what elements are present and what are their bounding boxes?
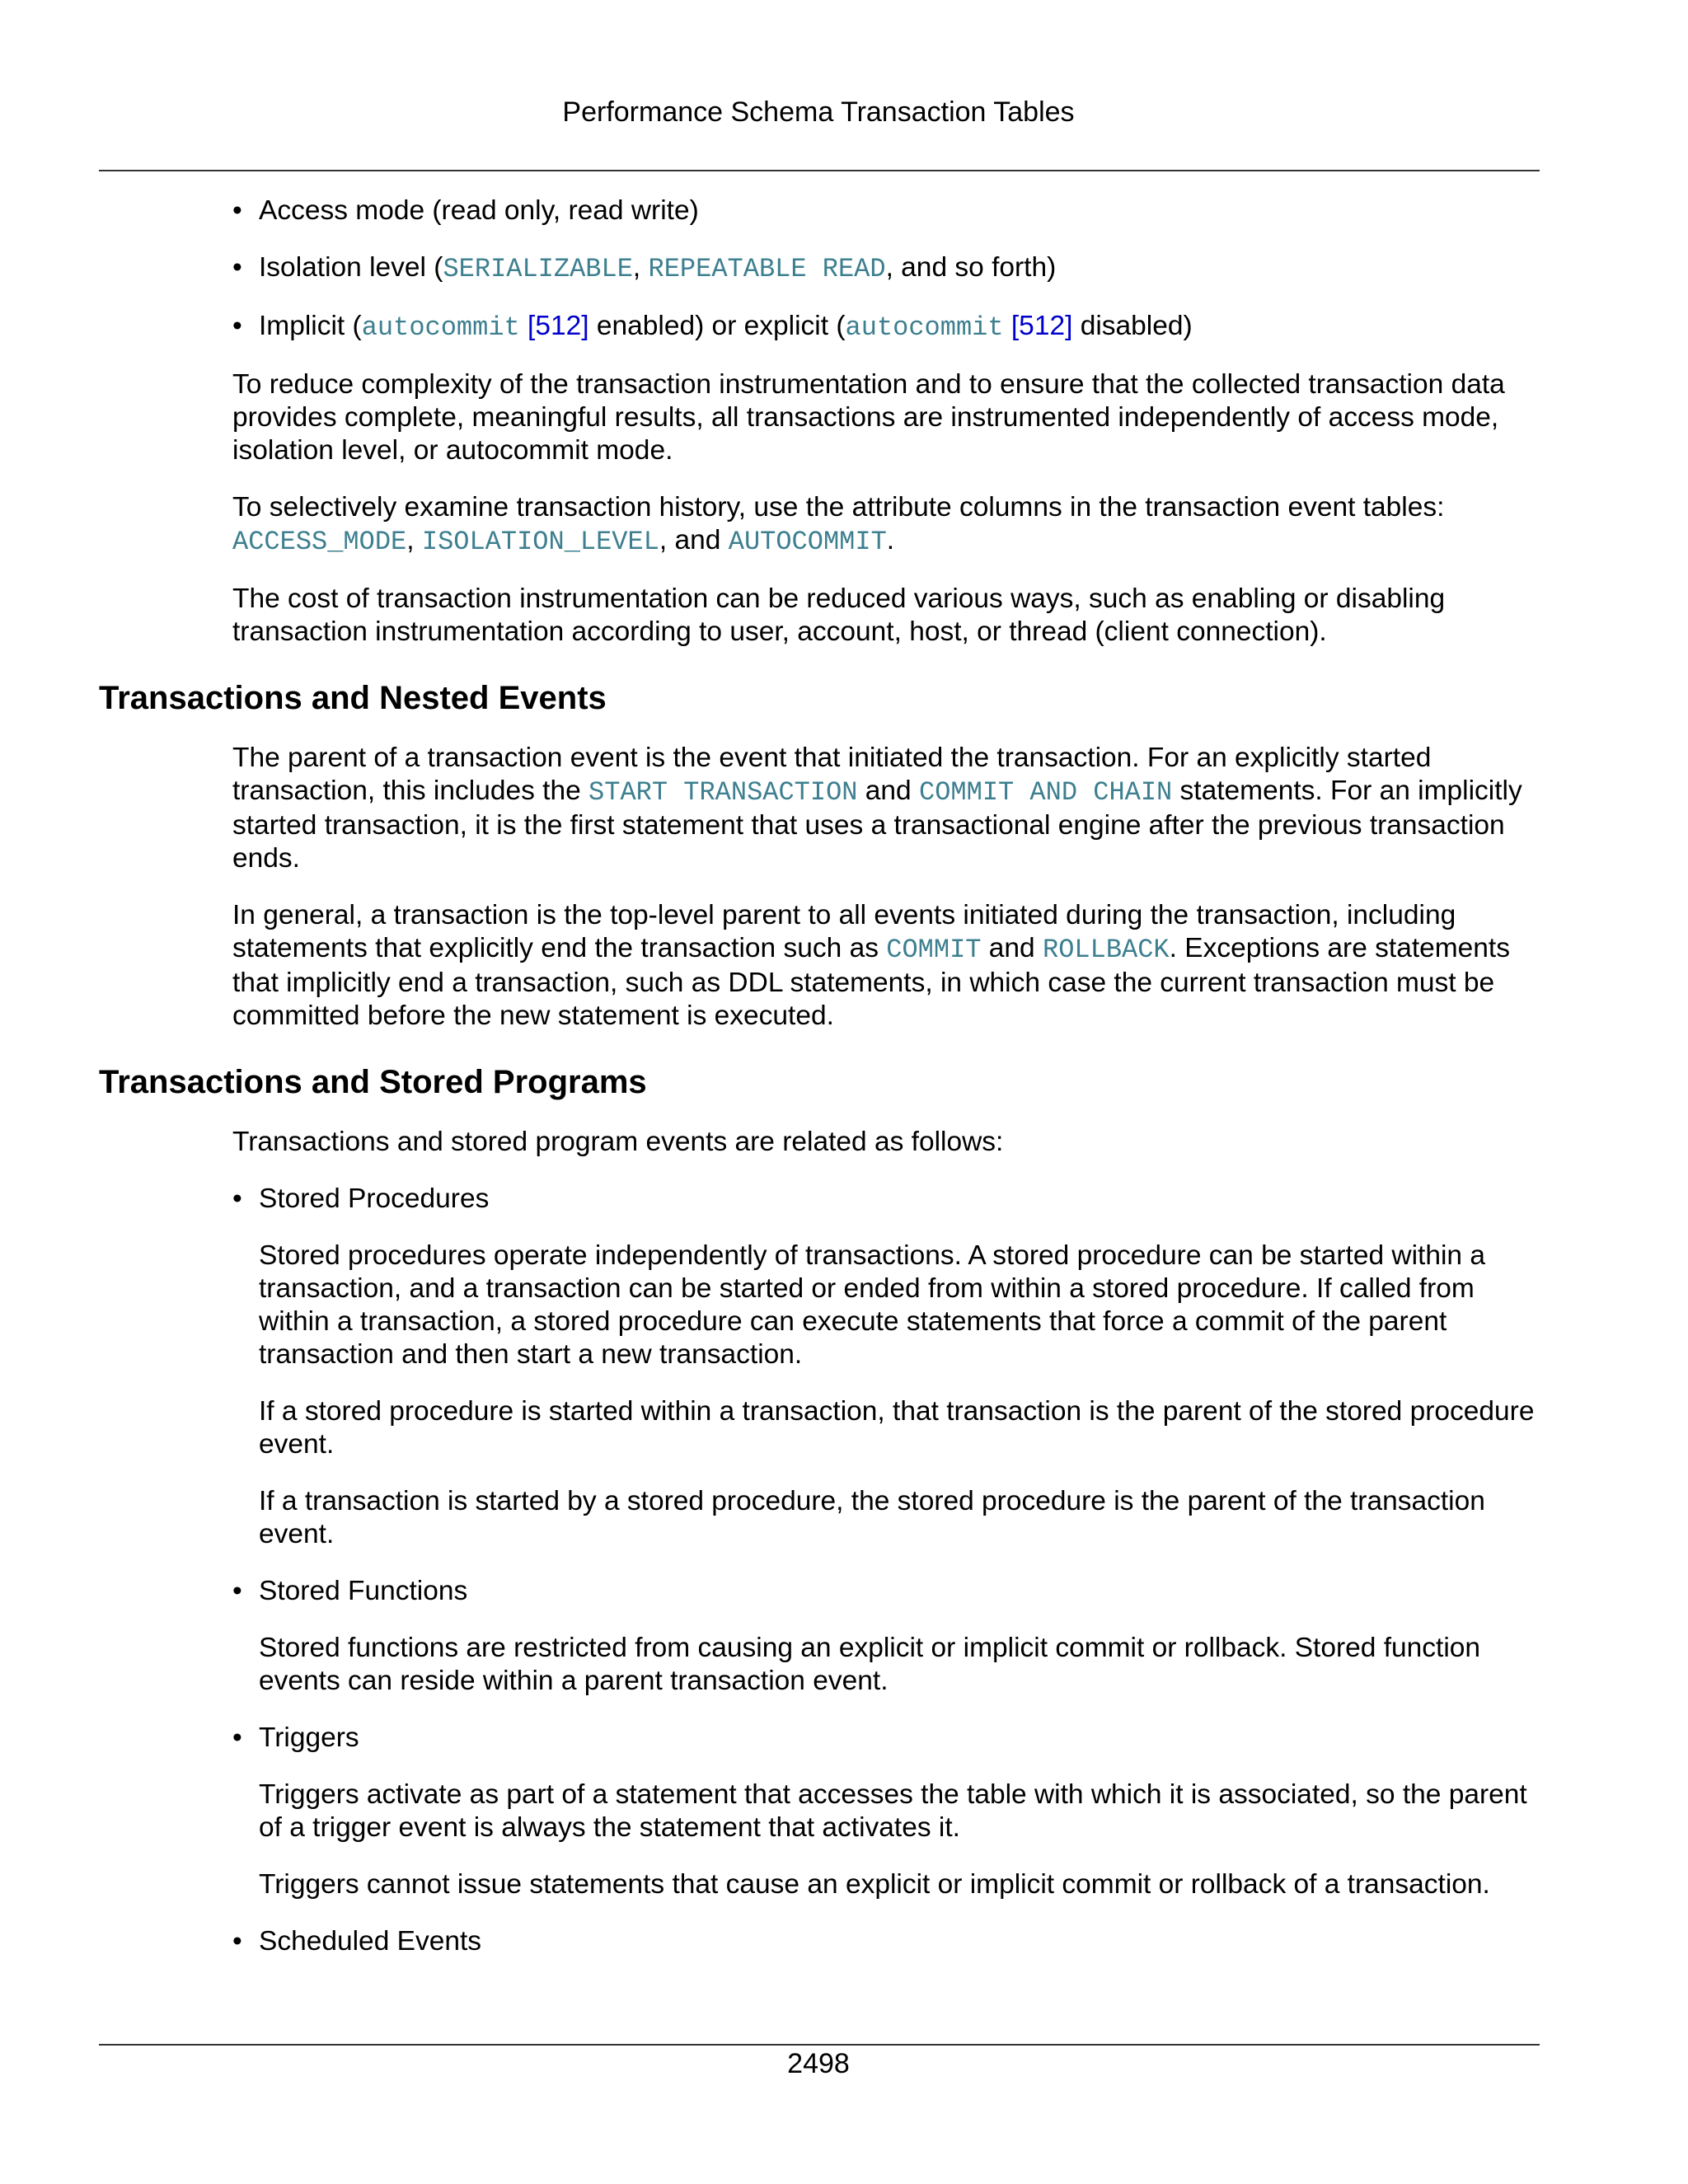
list-item-stored-procedures: • Stored Procedures [232,1183,490,1214]
autocommit-ref-link[interactable]: [512] [1010,311,1073,341]
code-serializable: SERIALIZABLE [443,254,633,284]
page-content [99,194,1540,1982]
paragraph-complexity: To reduce complexity of the transaction instrumentation and to ensure that the collected transaction data provides complete, meaningful results, all transactions are instrumented independently of access mode, isolation level, or autocommit mode. [232,369,1505,466]
heading-nested-events: Transactions and Nested Events [99,680,607,716]
paragraph-procedures-1: Stored procedures operate independently of transactions. A stored procedure can be started within a transaction, and a transaction can be started or ended from within a stored procedure. If called from within a transaction, a stored procedure can execute statements that force a commit of the parent transaction and then start a new transaction. [259,1240,1485,1370]
header-rule [99,170,1540,171]
running-header: Performance Schema Transaction Tables [562,96,1075,128]
paragraph-cost: The cost of transaction instrumentation can be reduced various ways, such as enabling or disabling transaction instrumentation according to user, account, host, or thread (client connection). [232,583,1446,647]
bullet: • [232,1183,242,1214]
code-start-transaction: START TRANSACTION [588,777,858,808]
page-number: 2498 [787,2048,850,2079]
paragraph-parent-event: The parent of a transaction event is the event that initiated the transaction. For an explicitly started transaction, this includes the START TRANSACTION and COMMIT AND CHAIN statements. For an implicitly started transaction, it is the first statement that uses a transactional engine after the previous transaction ends. [232,743,1522,874]
list-item-triggers: • Triggers [232,1722,359,1753]
bullet: • [232,195,242,226]
code-access-mode: ACCESS_MODE [232,527,407,557]
heading-stored-programs: Transactions and Stored Programs [99,1064,647,1100]
code-commit: COMMIT [886,935,982,965]
paragraph-triggers-2: Triggers cannot issue statements that cause an explicit or implicit commit or rollback of a transaction. [259,1869,1490,1900]
paragraph-procedures-2: If a stored procedure is started within a transaction, that transaction is the parent of the stored procedure event. [259,1396,1535,1460]
list-item-scheduled-events: • Scheduled Events [232,1926,482,1957]
paragraph-triggers-1: Triggers activate as part of a statement that accesses the table with which it is associated, so the parent of a trigger event is always the statement that activates it. [259,1779,1527,1843]
footer-rule [99,2044,1540,2046]
bullet: • [232,1926,242,1957]
code-rollback: ROLLBACK [1043,935,1170,965]
bullet: • [232,1576,242,1606]
code-autocommit: autocommit [845,312,1004,343]
list-item-stored-functions: • Stored Functions [232,1576,468,1606]
code-commit-and-chain: COMMIT AND CHAIN [919,777,1173,808]
bullet: • [232,252,242,283]
paragraph-functions-1: Stored functions are restricted from causing an explicit or implicit commit or rollback. Stored function events can reside within a parent transaction event. [259,1633,1481,1696]
paragraph-history: To selectively examine transaction history, use the attribute columns in the transaction event tables: ACCESS_MODE, ISOLATION_LEVEL, and AUTOCOMMIT. [232,492,1445,557]
code-isolation-level: ISOLATION_LEVEL [421,527,659,557]
paragraph-stored-intro: Transactions and stored program events are related as follows: [232,1127,1004,1157]
code-autocommit-column: AUTOCOMMIT [728,527,887,557]
bullet: • [232,311,242,341]
code-autocommit: autocommit [361,312,520,343]
paragraph-top-level-parent: In general, a transaction is the top-level parent to all events initiated during the transaction, including statements that explicitly end the transaction such as COMMIT and ROLLBACK. Exceptions are statements that implicitly end a transaction, such as DDL statements, in which case the current transaction must be committed before the new statement is executed. [232,900,1510,1031]
autocommit-ref-link[interactable]: [512] [528,311,589,341]
bullet: • [232,1722,242,1753]
list-item-implicit-explicit: • Implicit (autocommit [512] enabled) or explicit (autocommit [512] disabled) [232,311,1193,343]
code-repeatable-read: REPEATABLE READ [648,254,886,284]
list-item-isolation-level: • Isolation level (SERIALIZABLE, REPEATABLE READ, and so forth) [232,252,1057,284]
list-item-access-mode: • Access mode (read only, read write) [232,195,699,226]
paragraph-procedures-3: If a transaction is started by a stored procedure, the stored procedure is the parent of the transaction event. [259,1486,1485,1549]
